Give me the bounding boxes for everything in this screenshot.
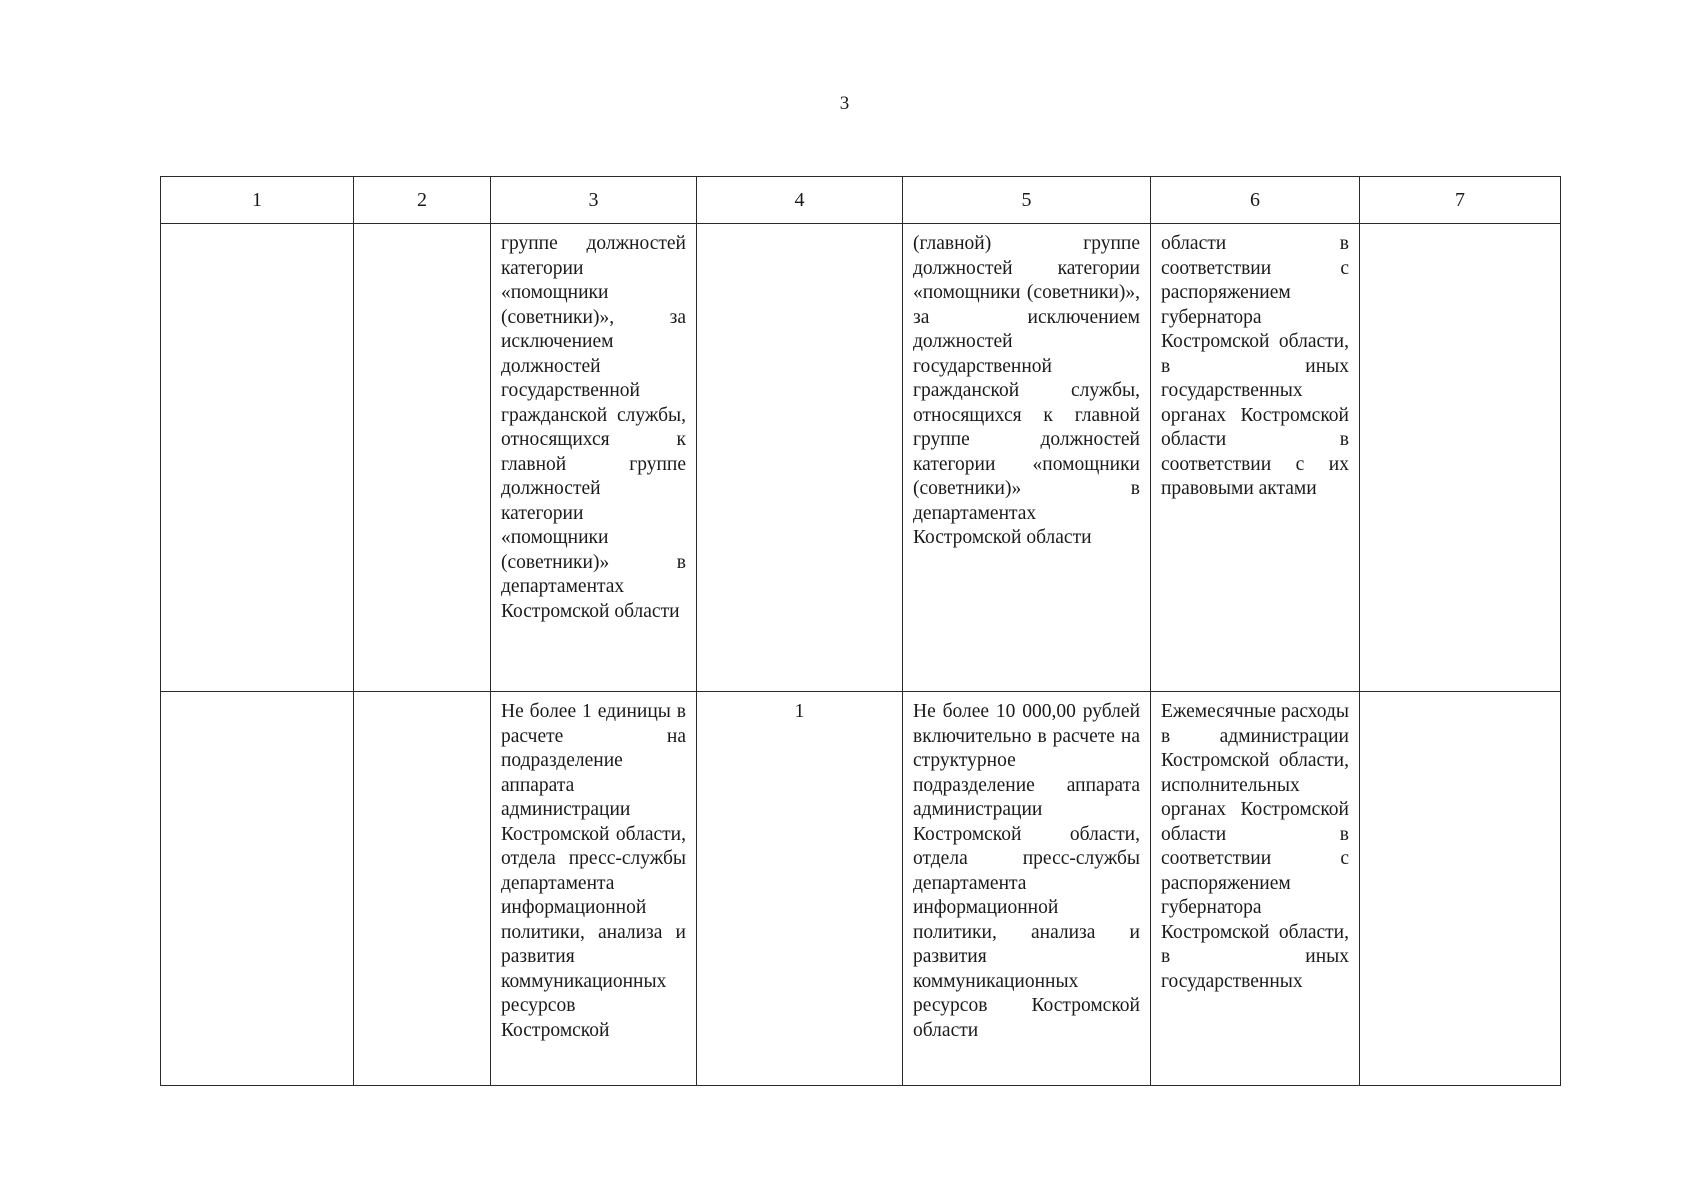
table-cell bbox=[354, 692, 491, 1086]
column-header-4: 4 bbox=[697, 177, 903, 224]
table-cell: Ежемесячные расходы в администрации Костромской области, исполнительных органах Костромской области в соответствии с распоряжением губернатора Костромской области, в иных государственных bbox=[1151, 692, 1360, 1086]
table-cell: области в соответствии с распоряжением губернатора Костромской области, в иных государственных органах Костромской области в соответствии с их правовыми актами bbox=[1151, 224, 1360, 692]
table-cell: группе должностей категории «помощники (советники)», за исключением должностей государственной гражданской службы, относящихся к главной группе должностей категории «помощники (советники)» в департаментах Костромской области bbox=[491, 224, 697, 692]
table-cell bbox=[161, 224, 354, 692]
table-row bbox=[161, 692, 1561, 1086]
table-cell: (главной) группе должностей категории «помощники (советники)», за исключением должностей государственной гражданской службы, относящихся к главной группе должностей категории «помощники (советники)» в департаментах Костромской области bbox=[903, 224, 1151, 692]
table-cell bbox=[354, 224, 491, 692]
table-cell bbox=[1360, 692, 1561, 1086]
table-cell bbox=[1360, 224, 1561, 692]
column-header-6: 6 bbox=[1151, 177, 1360, 224]
table-cell: Не более 10 000,00 рублей включительно в расчете на структурное подразделение аппарата администрации Костромской области, отдела пресс-службы департамента информационной политики, анализа и развития коммуникационных ресурсов Костромской области bbox=[903, 692, 1151, 1086]
table-cell: Не более 1 единицы в расчете на подразделение аппарата администрации Костромской области, отдела пресс-службы департамента информационной политики, анализа и развития коммуникационных ресурсов Костромской bbox=[491, 692, 697, 1086]
column-header-1: 1 bbox=[161, 177, 354, 224]
table-cell bbox=[161, 692, 354, 1086]
document-table bbox=[160, 176, 1561, 1086]
table-header-row bbox=[161, 177, 1561, 224]
table-cell bbox=[697, 224, 903, 692]
table-cell: 1 bbox=[697, 692, 903, 1086]
column-header-7: 7 bbox=[1360, 177, 1561, 224]
column-header-3: 3 bbox=[491, 177, 697, 224]
table-row bbox=[161, 224, 1561, 692]
column-header-2: 2 bbox=[354, 177, 491, 224]
page-number: 3 bbox=[839, 93, 850, 114]
column-header-5: 5 bbox=[903, 177, 1151, 224]
